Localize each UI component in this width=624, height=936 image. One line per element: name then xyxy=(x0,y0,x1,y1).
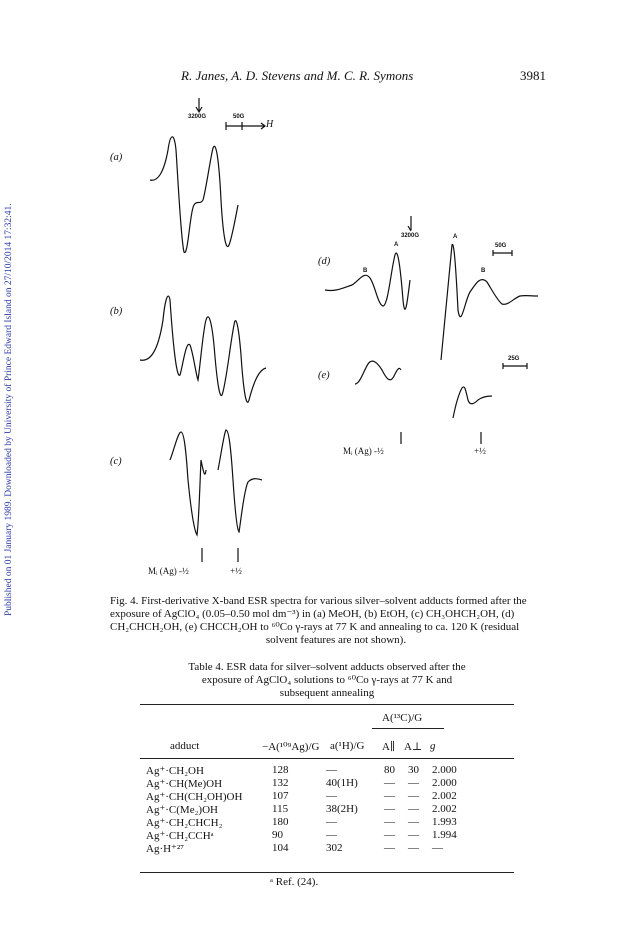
label-a: (a) xyxy=(110,152,123,163)
table-cell: 2.000 xyxy=(432,764,457,776)
caption-line: exposure of AgClO₄ (0.05–0.50 mol dm⁻³) in (a) MeOH, (b) EtOH, (c) CH₃OHCH₂OH, (d) xyxy=(110,608,515,620)
mi-label-right: Mᵢ (Ag) -½ xyxy=(343,446,384,456)
table-cell: 302 xyxy=(326,842,343,854)
table-cell: 2.002 xyxy=(432,790,457,802)
table-cell: Ag⁺·CH(Me)OH xyxy=(146,778,223,790)
table-cell: 40(1H) xyxy=(326,777,358,789)
peak-label-b1: B xyxy=(363,268,368,274)
spectrum-b xyxy=(140,296,266,402)
table-row xyxy=(140,829,514,841)
caption-line: solvent features are not shown). xyxy=(265,634,407,646)
table-cell: Ag·H⁺²⁷ xyxy=(146,843,184,855)
table-rule-bottom xyxy=(140,872,514,873)
field-arrow-right xyxy=(408,216,414,231)
spectrum-d-left xyxy=(325,253,410,309)
table-cell: 1.994 xyxy=(432,829,457,841)
table-cell: 104 xyxy=(272,842,289,854)
header-g: g xyxy=(430,740,436,752)
table-cell: 1.993 xyxy=(432,816,457,828)
table-cell: — xyxy=(326,790,337,802)
table-cell: — xyxy=(326,816,337,828)
header-ag: −A(¹⁰⁹Ag)/G xyxy=(262,741,320,753)
scale-bar-right2 xyxy=(503,363,527,369)
table-cell: 2.000 xyxy=(432,777,457,789)
table-cell: Ag⁺·CH₂CHCH₂ xyxy=(146,817,223,829)
spectrum-c xyxy=(170,430,262,535)
table-cell: — xyxy=(326,764,337,776)
table-cell: — xyxy=(384,816,395,828)
table-cell: 38(2H) xyxy=(326,803,358,815)
spectrum-a xyxy=(150,137,238,253)
field-label-right: 3200G xyxy=(401,233,420,239)
table-caption: Table 4. ESR data for silver–solvent adducts observed after the exposure of AgClO₄ solutions to ⁶⁰Co γ-rays at 77 K and subsequent annealing xyxy=(188,661,466,699)
header-adduct: adduct xyxy=(170,740,200,752)
scale-label-left: 50G xyxy=(233,114,245,120)
spectrum-d-right xyxy=(441,244,538,360)
table-cell: 80 xyxy=(384,764,395,776)
mi-label-left-plus: +½ xyxy=(230,566,242,576)
table-cell: — xyxy=(408,790,419,802)
table-cell: Ag⁺·CH(CH₂OH)OH xyxy=(146,791,243,803)
header-aperp: A⊥ xyxy=(404,741,423,753)
scale-label-right2: 25G xyxy=(508,356,520,362)
table-row xyxy=(140,777,514,789)
table-row xyxy=(140,790,514,802)
table-row xyxy=(140,803,514,815)
label-d: (d) xyxy=(318,256,331,267)
spectrum-e-left xyxy=(355,361,401,384)
header-authors: R. Janes, A. D. Stevens and M. C. R. Symons xyxy=(181,68,414,83)
spectrum-e-right xyxy=(453,387,492,418)
sidebar-note: Published on 01 January 1989. Downloaded by University of Prince Edward Island on 27/10/2014 17:32:41. xyxy=(4,203,14,616)
figure-caption xyxy=(110,595,562,647)
scale-bar-left xyxy=(226,122,265,130)
label-b: (b) xyxy=(110,306,123,317)
table-rule-top xyxy=(140,704,514,705)
table-cell: 2.002 xyxy=(432,803,457,815)
scale-bar-right xyxy=(493,250,512,256)
table-cell: — xyxy=(408,777,419,789)
table-row xyxy=(140,842,514,854)
table-cell: 180 xyxy=(272,816,289,828)
group-rule xyxy=(372,728,444,729)
table-cell: Ag⁺·C(Me₂)OH xyxy=(146,804,218,816)
table-cell: 107 xyxy=(272,790,289,802)
table-row xyxy=(140,816,514,828)
table-cell: 30 xyxy=(408,764,419,776)
table-cell: — xyxy=(384,829,395,841)
table-cell: — xyxy=(432,842,443,854)
table-cell: — xyxy=(326,829,337,841)
mi-label-left: Mᵢ (Ag) -½ xyxy=(148,566,189,576)
scale-label-right: 50G xyxy=(495,243,507,249)
table-cell: Ag⁺·CH₂OH xyxy=(146,765,204,777)
table-cell: 115 xyxy=(272,803,289,815)
table-rule-mid xyxy=(140,758,514,759)
table-cell: — xyxy=(384,842,395,854)
table-cell: — xyxy=(408,803,419,815)
table-cell: 132 xyxy=(272,777,289,789)
header-apar: A∥ xyxy=(382,741,396,753)
table-cell: — xyxy=(384,777,395,789)
field-arrow-left xyxy=(196,98,202,112)
field-h-label: H xyxy=(266,119,274,130)
table-cell: — xyxy=(408,842,419,854)
table-row xyxy=(140,764,514,776)
peak-label-b2: B xyxy=(481,268,486,274)
caption-line: CH₂CHCH₂OH, (e) CHCCH₂OH to ⁶⁰Co γ-rays at 77 K and annealing to ca. 120 K (residual xyxy=(110,621,520,633)
label-c: (c) xyxy=(110,456,122,467)
page-number: 3981 xyxy=(520,68,546,83)
table-cell: — xyxy=(384,790,395,802)
peak-label-a1: A xyxy=(394,242,399,248)
peak-label-a2: A xyxy=(453,234,458,240)
field-label-left: 3200G xyxy=(188,114,207,120)
group-header: A(¹³C)/G xyxy=(382,712,423,724)
table-cell: — xyxy=(408,829,419,841)
header-h: a(¹H)/G xyxy=(330,740,365,752)
table-cell: 128 xyxy=(272,764,289,776)
table-cell: — xyxy=(384,803,395,815)
table-cell: Ag⁺·CH₂CCHᵃ xyxy=(146,830,214,842)
mi-label-right-plus: +½ xyxy=(474,446,486,456)
table-cell: 90 xyxy=(272,829,283,841)
table-cell: — xyxy=(408,816,419,828)
label-e: (e) xyxy=(318,370,330,381)
table-footnote: ᵃ Ref. (24). xyxy=(270,876,319,888)
caption-line: Fig. 4. First-derivative X-band ESR spectra for various silver–solvent adducts formed after the xyxy=(110,595,527,607)
